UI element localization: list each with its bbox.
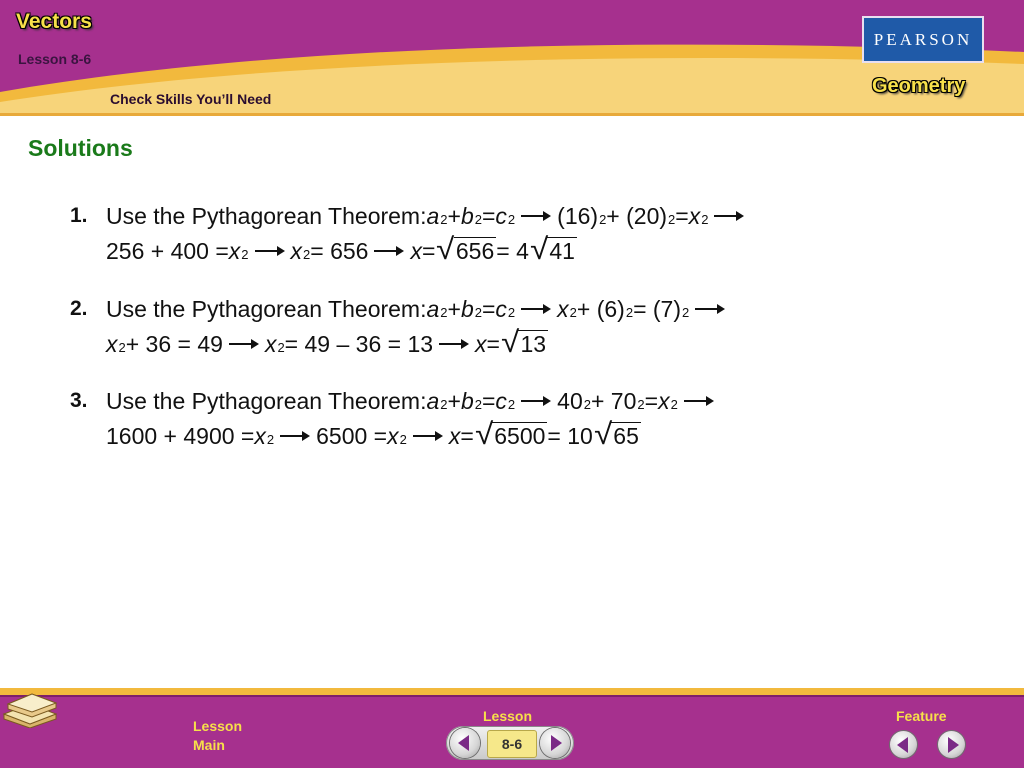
- right-arrow-icon: [695, 303, 725, 315]
- exponent: 2: [599, 212, 607, 227]
- problem-1-line-2: [106, 235, 577, 265]
- radical-icon: √ 656: [436, 233, 495, 266]
- radicand: 656: [455, 238, 495, 264]
- operator: =: [481, 203, 496, 229]
- exponent: 2: [507, 397, 516, 412]
- right-arrow-icon: [439, 338, 469, 350]
- feature-prev-button[interactable]: [890, 731, 917, 758]
- exponent: 2: [440, 397, 448, 412]
- var-x: x: [106, 331, 118, 357]
- var-c: c: [495, 388, 507, 414]
- arrow-right-icon: [948, 737, 959, 753]
- math-term: = 656: [310, 238, 369, 264]
- var-x: x: [658, 388, 670, 414]
- exponent: 2: [701, 212, 709, 227]
- exponent: 2: [303, 247, 311, 262]
- operator: +: [447, 203, 461, 229]
- right-arrow-icon: [521, 395, 551, 407]
- problem-3-line-2: [106, 420, 641, 450]
- operator: =: [644, 388, 659, 414]
- radical-icon: √ 13: [501, 326, 547, 359]
- theorem-label: Use the Pythagorean Theorem:: [106, 296, 427, 322]
- header-lesson-number: Lesson 8-6: [18, 51, 92, 67]
- var-x: x: [290, 238, 303, 264]
- radical-icon: √ 65: [594, 418, 639, 451]
- radicand: 41: [549, 238, 575, 264]
- operator: =: [421, 238, 436, 264]
- exponent: 2: [569, 305, 577, 320]
- operator: =: [481, 296, 496, 322]
- math-term: = 10: [547, 423, 593, 449]
- lesson-main-label: [193, 717, 242, 755]
- math-term: 6500 =: [316, 423, 388, 449]
- operator: =: [460, 423, 474, 449]
- right-arrow-icon: [714, 210, 744, 222]
- problem-3-line-1: [106, 388, 720, 415]
- arrow-left-icon: [458, 735, 469, 751]
- right-arrow-icon: [374, 245, 404, 257]
- exponent: 2: [668, 212, 676, 227]
- var-a: a: [426, 203, 440, 229]
- exponent: 2: [474, 397, 482, 412]
- feature-nav-label: Feature: [896, 708, 947, 724]
- problem-2-line-2: [106, 328, 548, 358]
- theorem-label: Use the Pythagorean Theorem:: [106, 203, 427, 229]
- lesson-main-label-line-2: Main: [193, 737, 225, 753]
- book-stack-icon: [0, 688, 60, 728]
- exponent: 2: [399, 432, 407, 447]
- var-x: x: [254, 423, 266, 449]
- operator: +: [447, 296, 461, 322]
- radicand: 6500: [494, 423, 546, 449]
- header-title: Vectors: [16, 10, 92, 33]
- header-section-title: Check Skills You’ll Need: [110, 91, 272, 107]
- math-term: 256 + 400 =: [106, 238, 229, 264]
- lesson-nav-label: Lesson: [483, 708, 533, 724]
- feature-next-button[interactable]: [938, 731, 965, 758]
- var-x: x: [557, 296, 569, 322]
- exponent: 2: [670, 397, 678, 412]
- header-banner: [0, 0, 1024, 116]
- var-x: x: [264, 331, 277, 357]
- problem-1-number: 1.: [70, 204, 88, 227]
- math-term: = 49 – 36 = 13: [284, 331, 434, 357]
- var-x: x: [410, 238, 422, 264]
- problem-2-number: 2.: [70, 297, 88, 320]
- right-arrow-icon: [229, 338, 259, 350]
- exponent: 2: [277, 340, 285, 355]
- footer-bar: [0, 688, 1024, 768]
- right-arrow-icon: [280, 430, 310, 442]
- pearson-logo: [862, 16, 984, 63]
- var-b: b: [460, 203, 474, 229]
- right-arrow-icon: [521, 210, 551, 222]
- exponent: 2: [682, 305, 690, 320]
- var-c: c: [495, 203, 507, 229]
- right-arrow-icon: [521, 303, 551, 315]
- exponent: 2: [625, 305, 634, 320]
- var-c: c: [495, 296, 507, 322]
- operator: =: [481, 388, 496, 414]
- exponent: 2: [507, 305, 516, 320]
- operator: +: [447, 388, 461, 414]
- exponent: 2: [118, 340, 126, 355]
- exponent: 2: [241, 247, 249, 262]
- var-x: x: [475, 331, 487, 357]
- exponent: 2: [474, 212, 482, 227]
- exponent: 2: [440, 212, 448, 227]
- math-term: 40: [557, 388, 583, 414]
- math-term: 1600 + 4900 =: [106, 423, 255, 449]
- right-arrow-icon: [684, 395, 714, 407]
- radical-icon: √ 41: [530, 233, 575, 266]
- var-x: x: [448, 423, 461, 449]
- problem-2-line-1: [106, 296, 731, 323]
- math-term: (16): [557, 203, 599, 229]
- math-term: + 70: [590, 388, 637, 414]
- exponent: 2: [266, 432, 275, 447]
- math-term: + (6): [576, 296, 625, 322]
- exponent: 2: [440, 305, 448, 320]
- math-term: = 4: [496, 238, 529, 264]
- solutions-heading: Solutions: [28, 135, 133, 161]
- lesson-main-label-line-1: Lesson: [193, 718, 243, 734]
- exponent: 2: [507, 212, 516, 227]
- var-b: b: [460, 296, 474, 322]
- theorem-label: Use the Pythagorean Theorem:: [106, 388, 427, 414]
- header-course-title: Geometry: [872, 75, 966, 97]
- radicand: 13: [520, 331, 547, 357]
- arrow-right-icon: [551, 735, 562, 751]
- var-b: b: [460, 388, 474, 414]
- lesson-next-button[interactable]: [540, 728, 570, 758]
- exponent: 2: [583, 397, 591, 412]
- lesson-prev-button[interactable]: [450, 728, 480, 758]
- math-term: + 36 = 49: [125, 331, 223, 357]
- operator: =: [675, 203, 689, 229]
- math-term: = (7): [633, 296, 681, 322]
- var-a: a: [426, 388, 440, 414]
- arrow-left-icon: [897, 737, 908, 753]
- radicand: 65: [613, 423, 639, 449]
- math-term: + (20): [606, 203, 668, 229]
- radical-icon: √ 6500: [474, 418, 546, 451]
- exponent: 2: [637, 397, 645, 412]
- problem-1-line-1: [106, 203, 750, 230]
- operator: =: [486, 331, 500, 357]
- lesson-number-display: 8-6: [487, 730, 537, 758]
- var-x: x: [387, 423, 399, 449]
- right-arrow-icon: [255, 245, 285, 257]
- problem-3-number: 3.: [70, 389, 88, 412]
- exponent: 2: [474, 305, 482, 320]
- right-arrow-icon: [413, 430, 443, 442]
- var-a: a: [426, 296, 440, 322]
- pearson-logo-text: PEARSON: [873, 29, 973, 49]
- var-x: x: [228, 238, 241, 264]
- var-x: x: [688, 203, 701, 229]
